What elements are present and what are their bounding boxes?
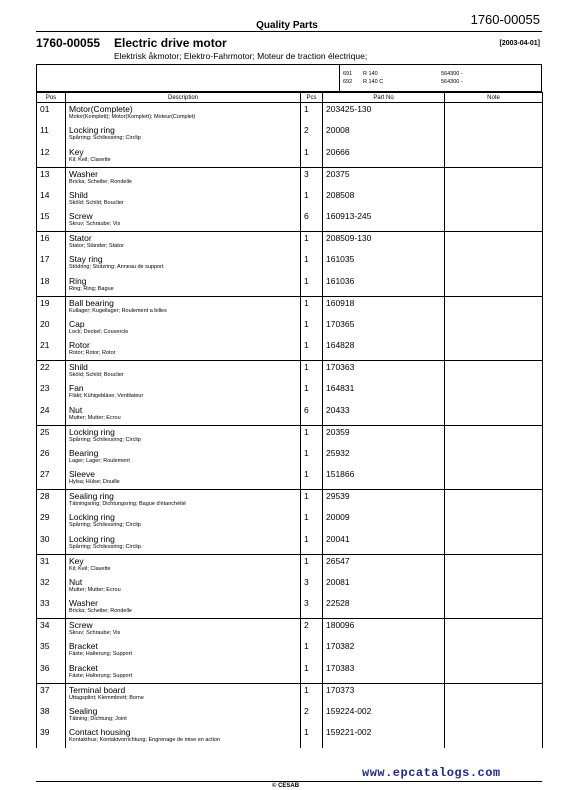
cell-pcs: 2 (301, 705, 323, 727)
cell-pos: 31 (37, 554, 66, 576)
item-name: Locking ring (69, 533, 115, 544)
cell-pcs: 1 (301, 726, 323, 748)
cell-pos: 14 (37, 189, 66, 211)
cell-pcs: 2 (301, 619, 323, 641)
model-name: R 140 C (363, 79, 384, 85)
cell-note (445, 490, 543, 512)
cell-pos: 21 (37, 339, 66, 361)
table-row (37, 468, 543, 490)
cell-pcs: 1 (301, 232, 323, 254)
item-translations: Skruv; Schraube; Vis (69, 630, 121, 636)
item-translations: Tätningsring; Dichtungsring; Bague d'étanchéité (69, 501, 186, 507)
table-row (37, 146, 543, 168)
table-row (37, 640, 543, 662)
cell-pcs: 1 (301, 447, 323, 469)
table-row (37, 619, 543, 641)
model-applicability-box (36, 64, 542, 92)
cell-pos: 33 (37, 597, 66, 619)
cell-description (66, 468, 301, 490)
model-serial: 564300 - (441, 79, 463, 85)
cell-part-no: 164831 (323, 382, 445, 404)
item-translations: Stödring; Stutzring; Anneau de support (69, 264, 164, 270)
cell-pcs: 1 (301, 146, 323, 168)
table-row (37, 167, 543, 189)
cell-description (66, 619, 301, 641)
table-row (37, 404, 543, 426)
table-row (37, 275, 543, 297)
col-header-pcs: Pcs (301, 93, 323, 103)
cell-note (445, 146, 543, 168)
item-translations: Lock; Deckel; Couvercle (69, 328, 129, 335)
cell-pos: 22 (37, 361, 66, 383)
cell-description (66, 167, 301, 189)
item-translations: Sköld; Schild; Bouclier (69, 372, 124, 378)
cell-note (445, 533, 543, 555)
cell-note (445, 425, 543, 447)
cell-description (66, 490, 301, 512)
item-name: Bearing (69, 447, 99, 458)
cell-description (66, 124, 301, 146)
table-row (37, 382, 543, 404)
cell-description (66, 146, 301, 168)
part-translations: Elektrisk åkmotor; Elektro-Fahrmotor; Moteur de traction électrique; (114, 51, 368, 61)
header-divider (36, 31, 542, 32)
item-translations: Lager; Lager; Roulement (69, 457, 130, 464)
col-header-part-no: Part No (323, 93, 445, 103)
cell-pcs: 6 (301, 404, 323, 426)
cell-pcs: 1 (301, 533, 323, 555)
item-translations: Motor(Komplett); Motor(Komplett); Moteur(Complet) (69, 114, 196, 120)
cell-part-no: 170365 (323, 318, 445, 340)
table-row (37, 597, 543, 619)
item-name: Washer (69, 168, 98, 179)
model-serial: 564300 - (441, 71, 463, 77)
cell-note (445, 447, 543, 469)
cell-note (445, 382, 543, 404)
item-translations: Skruv; Schraube; Vis (69, 221, 121, 227)
cell-description (66, 404, 301, 426)
cell-part-no: 180096 (323, 619, 445, 641)
table-row (37, 189, 543, 211)
item-translations: Bricka; Scheibe; Rondelle (69, 608, 132, 614)
cell-pos: 19 (37, 296, 66, 318)
cell-part-no: 160918 (323, 296, 445, 318)
cell-note (445, 511, 543, 533)
cell-note (445, 683, 543, 705)
col-header-note: Note (445, 93, 543, 103)
item-translations: Stator; Ständer; Stator (69, 243, 124, 249)
cell-description (66, 210, 301, 232)
item-translations: Bricka; Scheibe; Rondelle (69, 178, 132, 185)
cell-pos: 18 (37, 275, 66, 297)
cell-note (445, 404, 543, 426)
parts-table-body (37, 103, 543, 748)
cell-part-no: 20081 (323, 576, 445, 598)
cell-part-no: 208509-130 (323, 232, 445, 254)
cell-pos: 25 (37, 425, 66, 447)
item-name: Ring (69, 275, 87, 286)
cell-part-no: 161036 (323, 275, 445, 297)
cell-pos: 39 (37, 726, 66, 748)
cell-note (445, 339, 543, 361)
cell-note (445, 318, 543, 340)
item-name: Cap (69, 318, 85, 329)
part-code: 1760-00055 (36, 36, 101, 50)
cell-part-no: 20666 (323, 146, 445, 168)
cell-pos: 23 (37, 382, 66, 404)
cell-description (66, 425, 301, 447)
cell-pcs: 1 (301, 683, 323, 705)
table-row (37, 318, 543, 340)
cell-part-no: 159224-002 (323, 705, 445, 727)
item-name: Nut (69, 576, 83, 587)
cell-pos: 20 (37, 318, 66, 340)
item-translations: Spårring; Schilessring; Circlip (69, 135, 141, 141)
cell-note (445, 210, 543, 232)
cell-description (66, 447, 301, 469)
cell-pcs: 1 (301, 490, 323, 512)
item-name: Fan (69, 383, 84, 393)
cell-part-no: 160913-245 (323, 210, 445, 232)
cell-note (445, 296, 543, 318)
table-row (37, 490, 543, 512)
cell-part-no: 29539 (323, 490, 445, 512)
item-name: Sleeve (69, 469, 95, 479)
item-name: Locking ring (69, 125, 115, 135)
item-name: Terminal board (69, 684, 126, 695)
cell-pcs: 3 (301, 576, 323, 598)
cell-description (66, 533, 301, 555)
col-header-pos: Pos (37, 93, 66, 103)
cell-pos: 32 (37, 576, 66, 598)
cell-pcs: 1 (301, 425, 323, 447)
item-translations: Hylsa; Hülse; Douille (69, 479, 120, 485)
header-title: Quality Parts (256, 20, 318, 31)
cell-pcs: 1 (301, 468, 323, 490)
cell-part-no: 164828 (323, 339, 445, 361)
item-name: Ball bearing (69, 297, 114, 308)
cell-note (445, 189, 543, 211)
cell-description (66, 726, 301, 748)
cell-part-no: 170383 (323, 662, 445, 684)
item-translations: Spårring; Schilessring; Circlip (69, 543, 141, 550)
item-name: Bracket (69, 641, 98, 651)
item-name: Key (69, 555, 84, 566)
cell-note (445, 361, 543, 383)
cell-part-no: 170382 (323, 640, 445, 662)
item-name: Contact housing (69, 727, 131, 737)
cell-description (66, 511, 301, 533)
item-translations: Tätning; Dichtung; Joint (69, 715, 127, 722)
cell-note (445, 103, 543, 125)
item-name: Locking ring (69, 426, 115, 437)
cell-description (66, 640, 301, 662)
table-row (37, 361, 543, 383)
cell-description (66, 361, 301, 383)
item-name: Motor(Complete) (69, 104, 133, 114)
cell-part-no: 26547 (323, 554, 445, 576)
cell-pcs: 3 (301, 167, 323, 189)
model-code: 692 (343, 79, 353, 85)
cell-note (445, 253, 543, 275)
item-name: Rotor (69, 340, 90, 350)
cell-pcs: 1 (301, 511, 323, 533)
table-row (37, 662, 543, 684)
table-row (37, 554, 543, 576)
cell-description (66, 705, 301, 727)
cell-pcs: 1 (301, 296, 323, 318)
cell-description (66, 683, 301, 705)
table-row (37, 683, 543, 705)
item-name: Key (69, 146, 84, 157)
cell-part-no: 22528 (323, 597, 445, 619)
cell-part-no: 159221-002 (323, 726, 445, 748)
item-translations: Spårring; Schilessring; Circlip (69, 436, 141, 443)
cell-pcs: 1 (301, 382, 323, 404)
item-name: Nut (69, 404, 83, 415)
col-header-description: Description (66, 93, 301, 103)
table-row (37, 296, 543, 318)
item-translations: Kontakthus; Kontaktvorrichtung; Engrenage de mise en action (69, 737, 221, 743)
parts-table (36, 92, 543, 748)
cell-note (445, 554, 543, 576)
item-translations: Kil; Keil; Clavette (69, 565, 111, 572)
cell-part-no: 20433 (323, 404, 445, 426)
cell-note (445, 232, 543, 254)
header-doc-number: 1760-00055 (470, 12, 540, 27)
cell-pcs: 1 (301, 339, 323, 361)
item-translations: Kullager; Kugellager; Roulement a billes (69, 307, 167, 314)
item-name: Screw (69, 211, 93, 221)
item-name: Sealing ring (69, 491, 114, 501)
cell-pos: 17 (37, 253, 66, 275)
cell-pos: 16 (37, 232, 66, 254)
cell-pcs: 3 (301, 597, 323, 619)
cell-note (445, 576, 543, 598)
item-translations: Fläkt; Kühigebläse; Ventilateur (69, 393, 144, 399)
table-row (37, 511, 543, 533)
cell-pos: 11 (37, 124, 66, 146)
cell-pcs: 1 (301, 640, 323, 662)
cell-note (445, 597, 543, 619)
cell-description (66, 662, 301, 684)
cell-note (445, 275, 543, 297)
cell-description (66, 339, 301, 361)
cell-description (66, 382, 301, 404)
item-name: Washer (69, 598, 98, 608)
item-name: Bracket (69, 662, 98, 673)
cell-part-no: 20041 (323, 533, 445, 555)
cell-pcs: 1 (301, 189, 323, 211)
cell-description (66, 318, 301, 340)
cell-description (66, 554, 301, 576)
cell-description (66, 576, 301, 598)
item-name: Stator (69, 233, 92, 243)
cell-part-no: 20375 (323, 167, 445, 189)
item-name: Screw (69, 620, 93, 630)
table-row (37, 232, 543, 254)
item-translations: Spårring; Schilessring; Circlip (69, 522, 141, 528)
table-row (37, 339, 543, 361)
cell-note (445, 468, 543, 490)
cell-part-no: 170363 (323, 361, 445, 383)
cell-pos: 24 (37, 404, 66, 426)
cell-pos: 29 (37, 511, 66, 533)
cell-pcs: 1 (301, 103, 323, 125)
item-translations: Mutter; Mutter; Ecrou (69, 414, 121, 421)
cell-pos: 13 (37, 167, 66, 189)
cell-part-no: 170373 (323, 683, 445, 705)
item-name: Shild (69, 189, 88, 200)
cell-pos: 34 (37, 619, 66, 641)
cell-pos: 01 (37, 103, 66, 125)
cell-description (66, 103, 301, 125)
table-row (37, 533, 543, 555)
item-name: Stay ring (69, 254, 103, 264)
cell-pos: 38 (37, 705, 66, 727)
item-translations: Ring; Ring; Bague (69, 285, 114, 292)
footer-divider (36, 781, 542, 782)
cell-pos: 15 (37, 210, 66, 232)
cell-note (445, 167, 543, 189)
cell-pcs: 1 (301, 318, 323, 340)
cell-pos: 37 (37, 683, 66, 705)
footer-logo: © CESAB (272, 783, 300, 789)
cell-pos: 36 (37, 662, 66, 684)
cell-pos: 27 (37, 468, 66, 490)
footer-url[interactable]: www.epcatalogs.com (362, 766, 501, 780)
table-row (37, 726, 543, 748)
model-code: 691 (343, 71, 353, 77)
item-translations: Sköld; Schild; Bouclier (69, 199, 124, 206)
cell-description (66, 189, 301, 211)
cell-description (66, 597, 301, 619)
item-name: Locking ring (69, 512, 115, 522)
cell-part-no: 203425-130 (323, 103, 445, 125)
cell-part-no: 161035 (323, 253, 445, 275)
item-translations: Rotor; Rotor; Rotor (69, 350, 116, 356)
part-date: [2003-04-01] (499, 40, 540, 47)
cell-part-no: 25932 (323, 447, 445, 469)
cell-pcs: 1 (301, 275, 323, 297)
item-translations: Fäste; Halterung; Support (69, 651, 132, 657)
cell-pos: 35 (37, 640, 66, 662)
cell-note (445, 640, 543, 662)
cell-part-no: 208508 (323, 189, 445, 211)
cell-description (66, 232, 301, 254)
model-box-divider (339, 65, 340, 91)
cell-part-no: 151866 (323, 468, 445, 490)
table-row (37, 124, 543, 146)
cell-description (66, 296, 301, 318)
item-translations: Mutter; Mutter; Ecrou (69, 586, 121, 593)
cell-pcs: 6 (301, 210, 323, 232)
cell-pcs: 1 (301, 253, 323, 275)
item-translations: Fäste; Halterung; Support (69, 672, 132, 679)
table-row (37, 103, 543, 125)
cell-note (445, 662, 543, 684)
item-name: Shild (69, 362, 88, 372)
model-name: R 140 (363, 71, 378, 77)
table-row (37, 210, 543, 232)
cell-note (445, 124, 543, 146)
cell-part-no: 20359 (323, 425, 445, 447)
cell-pcs: 1 (301, 361, 323, 383)
cell-description (66, 253, 301, 275)
table-row (37, 253, 543, 275)
cell-pos: 28 (37, 490, 66, 512)
item-translations: Uttagsplint; Klemmbrett; Borne (69, 694, 144, 701)
table-row (37, 447, 543, 469)
cell-description (66, 275, 301, 297)
part-title: Electric drive motor (114, 36, 227, 50)
cell-note (445, 705, 543, 727)
cell-note (445, 726, 543, 748)
table-row (37, 425, 543, 447)
cell-pos: 12 (37, 146, 66, 168)
table-row (37, 705, 543, 727)
cell-pcs: 1 (301, 554, 323, 576)
table-row (37, 576, 543, 598)
table-header-row (37, 93, 543, 103)
cell-pcs: 1 (301, 662, 323, 684)
cell-pcs: 2 (301, 124, 323, 146)
cell-note (445, 619, 543, 641)
item-translations: Kil; Keil; Clavette (69, 156, 111, 163)
cell-part-no: 20008 (323, 124, 445, 146)
cell-part-no: 20009 (323, 511, 445, 533)
item-name: Sealing (69, 705, 98, 716)
cell-pos: 30 (37, 533, 66, 555)
cell-pos: 26 (37, 447, 66, 469)
